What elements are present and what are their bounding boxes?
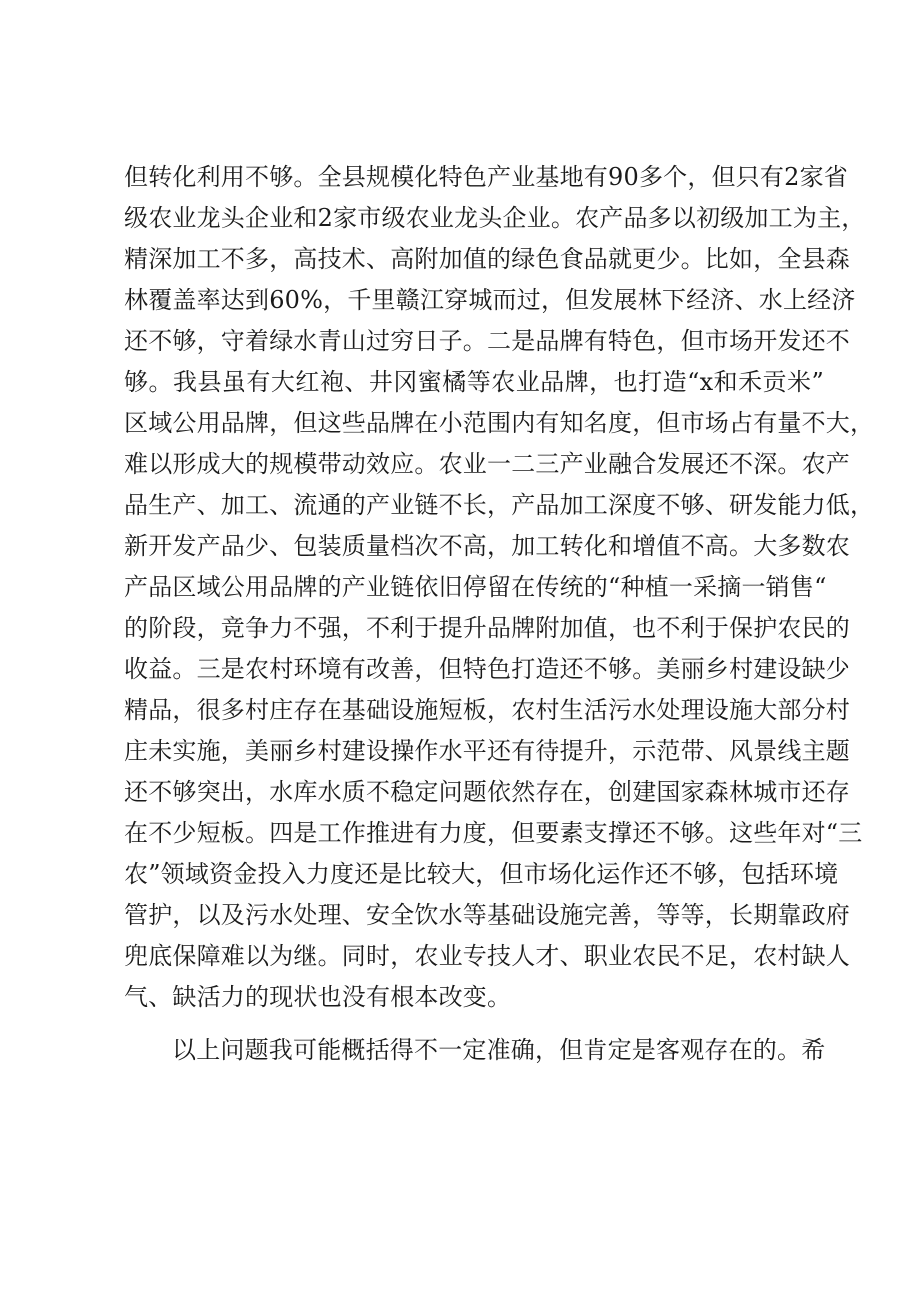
text-line: 的阶段，竞争力不强，不利于提升品牌附加值，也不利于保护农民的 bbox=[124, 614, 850, 642]
paragraph-1 bbox=[124, 157, 875, 1018]
text-line: 林覆盖率达到60%，千里赣江穿城而过，但发展林下经济、水上经济 bbox=[124, 286, 856, 314]
text-line: 以上问题我可能概括得不一定准确，但肯定是客观存在的。希 bbox=[172, 1036, 826, 1064]
text-line: 难以形成大的规模带动效应。农业一二三产业融合发展还不深。农产 bbox=[124, 450, 850, 478]
text-line: 收益。三是农村环境有改善，但特色打造还不够。美丽乡村建设缺少 bbox=[124, 655, 850, 683]
document-body bbox=[124, 157, 875, 1071]
text-line: 在不少短板。四是工作推进有力度，但要素支撑还不够。这些年对“三 bbox=[124, 819, 863, 847]
text-line: 区域公用品牌，但这些品牌在小范围内有知名度，但市场占有量不大， bbox=[124, 409, 875, 437]
text-line: 管护，以及污水处理、安全饮水等基础设施完善，等等，长期靠政府 bbox=[124, 901, 850, 929]
text-line: 兜底保障难以为继。同时，农业专技人才、职业农民不足，农村缺人 bbox=[124, 942, 850, 970]
text-line: 品生产、加工、流通的产业链不长，产品加工深度不够、研发能力低， bbox=[124, 491, 875, 519]
text-line: 精深加工不多，高技术、高附加值的绿色食品就更少。比如，全县森 bbox=[124, 245, 850, 273]
text-line: 产品区域公用品牌的产业链依旧停留在传统的“种植一采摘一销售“ bbox=[124, 573, 827, 601]
text-line: 还不够，守着绿水青山过穷日子。二是品牌有特色，但市场开发还不 bbox=[124, 327, 850, 355]
text-line: 农”领域资金投入力度还是比较大，但市场化运作还不够，包括环境 bbox=[124, 860, 839, 888]
text-line: 新开发产品少、包装质量档次不高，加工转化和增值不高。大多数农 bbox=[124, 532, 850, 560]
paragraph-spacer bbox=[124, 1018, 824, 1030]
text-line: 够。我县虽有大红袍、井冈蜜橘等农业品牌，也打造“x和禾贡米” bbox=[124, 368, 824, 396]
paragraph-2 bbox=[124, 1030, 824, 1071]
text-line: 级农业龙头企业和2家市级农业龙头企业。农产品多以初级加工为主， bbox=[124, 204, 866, 232]
text-line: 精品，很多村庄存在基础设施短板，农村生活污水处理设施大部分村 bbox=[124, 696, 850, 724]
text-line: 气、缺活力的现状也没有根本改变。 bbox=[124, 983, 512, 1011]
text-line: 但转化利用不够。全县规模化特色产业基地有90多个，但只有2家省 bbox=[124, 163, 849, 191]
text-line: 还不够突出，水库水质不稳定问题依然存在，创建国家森林城市还存 bbox=[124, 778, 850, 806]
text-line: 庄未实施，美丽乡村建设操作水平还有待提升，示范带、风景线主题 bbox=[124, 737, 850, 765]
